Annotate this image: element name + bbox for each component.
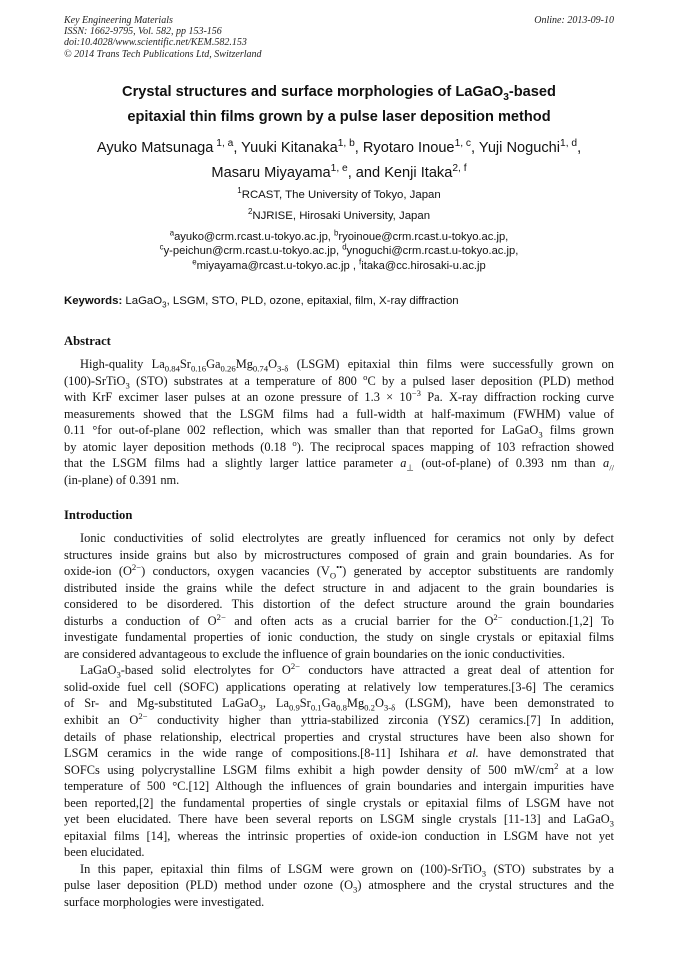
affiliation-1: [40, 186, 638, 201]
title-line-1-end: -based: [508, 84, 556, 100]
intro-line: exhibit an $O^{2-}$ conductivity higher than yttria-stabilized zirconia (YSZ) ceramics.[7] In addition,: [64, 710, 614, 728]
keywords-label: Keywords:: [64, 295, 123, 307]
email-a-mark: a: [169, 228, 175, 238]
author-5-mark: 1, e: [330, 163, 348, 175]
author-4-mark: 1, d: [560, 138, 578, 150]
keywords-rest: , LSGM, STO, PLD, ozone, epitaxial, film, X-ray diffraction: [166, 295, 459, 307]
journal-header: [64, 15, 262, 60]
email-b: ryoinoue@crm.rcast.u-tokyo.ac.jp,: [338, 231, 509, 243]
abstract-line: by atomic layer deposition methods (0.18 $^o$). The reciprocal spaces mapping of 103 refraction showed: [64, 437, 614, 454]
intro-line: yet been elucidated. There have been several reports on LSGM single crystals [11-13] and LaGaO$_3$: [64, 812, 614, 829]
paper-title: [40, 80, 638, 130]
online-date: Online: 2013-09-10: [534, 15, 614, 26]
abstract-body: [64, 356, 614, 488]
abstract-line: with KrF excimer laser pulses at an ozone pressure of $1.3 \times 10^{-3}$ Pa. X-ray diffraction rocking curve: [64, 387, 614, 405]
email-e: miyayama@rcast.u-tokyo.ac.jp ,: [196, 259, 360, 272]
author-1-mark: 1, a: [213, 138, 234, 150]
keywords-line: [64, 295, 459, 310]
email-c-mark: c: [159, 242, 164, 252]
intro-line: temperature of 500 °C.[12] Although the influences of grain boundaries and intergain impurities have: [64, 779, 614, 794]
intro-line: surface morphologies were investigated.: [64, 895, 265, 910]
keyword-1: LaGaO: [122, 295, 163, 307]
author-6: , and Kenji Itaka: [347, 165, 453, 181]
abstract-line: 0.11 °for out-of-plane 002 reflection, which was smaller than that reported for LaGaO$_3$ films grown: [64, 423, 615, 440]
email-c: y-peichun@crm.rcast.u-tokyo.ac.jp,: [163, 245, 343, 258]
intro-line: structures inside grains but also by microstructures composed of grain and grain boundaries. As for: [64, 547, 614, 562]
email-f-mark: f: [359, 256, 362, 266]
intro-line: disturbs a conduction of $O^{2-}$ and often acts as a crucial barrier for the $O^{2-}$ conduction.[1,2] To: [64, 611, 614, 628]
abstract-heading: Abstract: [64, 334, 111, 348]
author-5: Masaru Miyayama: [211, 165, 331, 181]
abstract-line: High-quality $La_{0.84}Sr_{0.16}Ga_{0.26}Mg_{0.74}O_{3-\delta}$ (LSGM) epitaxial thin films were successfully grown on: [80, 357, 614, 374]
introduction-heading: Introduction: [64, 508, 133, 522]
intro-line: been reported,[2] the fundamental properties of single crystals or epitaxial films of LSGM have not: [64, 795, 614, 810]
title-line-1: Crystal structures and surface morphologies of LaGaO: [122, 84, 504, 100]
intro-line: distributed inside the grains while the defect structure in and adjacent to the grain boundaries is: [64, 580, 614, 595]
intro-line: LaGaO$_3$-based solid electrolytes for $O^{2-}$ conductors have attracted a great deal of attention for: [80, 661, 614, 680]
affiliation-2-mark: 2: [247, 207, 253, 217]
intro-line: Ionic conductivities of solid electrolytes are greatly influenced for ceramics not only by defect: [80, 531, 614, 545]
intro-line: considered to be disordered. This distortion of the defect structure around the grain boundaries: [64, 597, 614, 612]
abstract-line: that the LSGM films had a slightly larger lattice parameter $a_\perp$ (out-of-plane) of 0.393 nm than $a_{//}$: [64, 456, 614, 473]
email-a: ayuko@crm.rcast.u-tokyo.ac.jp,: [174, 231, 335, 243]
intro-line: epitaxial films [14], whereas the intrinsic properties of oxide-ion conduction in LSGM have not yet: [64, 828, 614, 843]
intro-line: been elucidated.: [64, 845, 145, 860]
title-subscript: 3: [503, 91, 509, 103]
author-6-mark: 2, f: [452, 163, 467, 175]
author-4: , Yuji Noguchi: [471, 140, 561, 156]
title-line-2: epitaxial thin films grown by a pulse laser deposition method: [127, 109, 551, 125]
author-2: , Yuuki Kitanaka: [233, 140, 338, 156]
intro-line: In this paper, epitaxial thin films of LSGM were grown on (100)-SrTiO$_3$ (STO) substrates by a: [80, 861, 614, 879]
intro-line: SOFCs using polycrystalline LSGM films exhibit a high powder density of 500 $mW/cm^2$ at a low: [64, 760, 614, 777]
email-d: ynoguchi@crm.rcast.u-tokyo.ac.jp,: [346, 245, 519, 258]
intro-line: details of phase relationship, electrical properties and crystal structures have been also shown for: [64, 729, 614, 744]
author-4-comma: ,: [577, 140, 582, 156]
author-3-mark: 1, c: [454, 138, 472, 150]
copyright-line: © 2014 Trans Tech Publications Ltd, Switzerland: [64, 48, 262, 60]
abstract-line: measurements showed that the LSGM films had a full-width at half-maximum (FWHM) value of: [64, 406, 614, 421]
journal-name: Key Engineering Materials: [64, 15, 173, 26]
author-3: , Ryotaro Inoue: [354, 140, 455, 156]
abstract-line: (in-plane) of 0.391 nm.: [64, 472, 180, 487]
affiliation-1-mark: 1: [237, 186, 242, 196]
email-b-mark: b: [334, 228, 339, 238]
abstract-line: (100)-SrTiO$_3$ (STO) substrates at a temperature of 800 $^o$C by a pulsed laser deposition (PLD) method: [64, 371, 615, 391]
intro-line: LSGM ceramics in the wide range of compositions.[8-11] Ishihara et al. have demonstrated that: [64, 746, 615, 761]
intro-line: are considered advantageous to exclude the influence of grain boundaries on the ionic conductivities.: [64, 646, 565, 661]
email-d-mark: d: [342, 242, 347, 252]
author-2-mark: 1, b: [337, 138, 355, 150]
affiliation-2: [40, 207, 638, 222]
affiliation-1-text: RCAST, The University of Tokyo, Japan: [241, 189, 441, 201]
email-list: [40, 230, 638, 273]
intro-line: of Sr- and Mg-substituted LaGaO$_3$, $La_{0.9}Sr_{0.1}Ga_{0.8}Mg_{0.2}O_{3-\delta}$ (LSGM), have been demonstrated to: [64, 696, 615, 713]
author-1: Ayuko Matsunaga: [96, 140, 214, 156]
doi-line: doi:10.4028/www.scientific.net/KEM.582.153: [64, 37, 247, 49]
issn-line: ISSN: 1662-9795, Vol. 582, pp 153-156: [64, 26, 222, 38]
intro-line: investigate fundamental properties of ionic conduction, the study on single crystals or epitaxial films: [64, 630, 614, 645]
author-list: [40, 136, 638, 186]
intro-line: oxide-ion $(O^{2-})$ conductors, oxygen vacancies $(V_O^{••})$ generated by acceptor substituents are randomly: [64, 561, 614, 581]
intro-line: pulse laser deposition (PLD) method under ozone $(O_3)$ atmosphere and the crystal structures and the: [64, 878, 614, 895]
intro-line: solid-oxide fuel cell (SOFC) applications operating at relatively low temperatures.[3-6] The ceramics: [64, 679, 614, 694]
introduction-body: [64, 530, 614, 911]
affiliation-2-text: NJRISE, Hirosaki University, Japan: [252, 210, 431, 222]
email-f: itaka@cc.hirosaki-u.ac.jp: [361, 259, 486, 272]
keyword-1-sub: 3: [162, 300, 167, 310]
email-e-mark: e: [192, 256, 197, 266]
